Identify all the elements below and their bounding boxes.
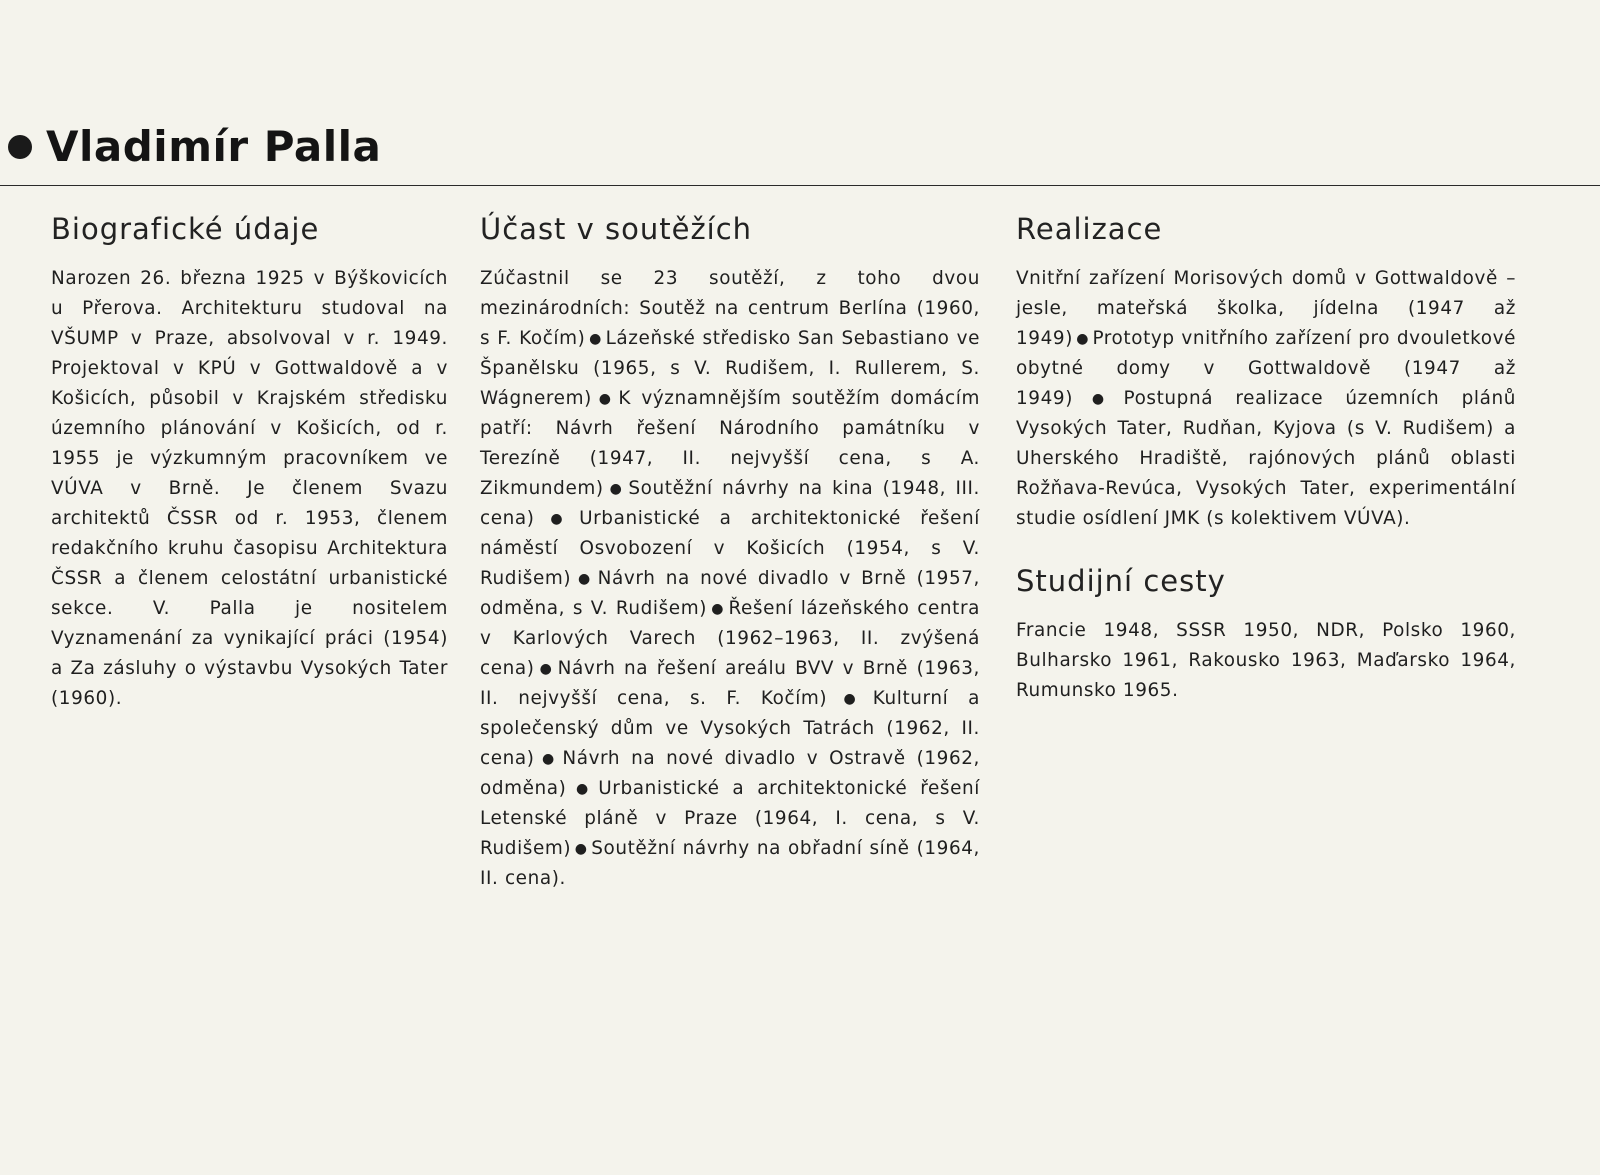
item-1: Lázeňské středisko San Sebastiano ve Španělsku (1965, s V. Rudišem, I. Rullerem, S. Wágnerem) bbox=[480, 328, 980, 409]
section-text bbox=[1016, 264, 1516, 534]
item-10: Urbanistické a architektonické řešení Letenské pláně v Praze (1964, I. cena, s V. Rudišem) bbox=[480, 778, 980, 859]
column-competitions bbox=[480, 212, 980, 894]
bullet-icon: ● bbox=[606, 481, 626, 497]
page-title: Vladimír Palla bbox=[46, 122, 382, 171]
section-text: Narozen 26. března 1925 v Býškovicích u Přerova. Architekturu studoval na VŠUMP v Praze, absolvoval v r. 1949. Projektoval v KPÚ v Gottwaldově a v Košicích, působil v Krajském středisku územního plánování v Košicích, od r. 1955 je výzkumným pracovníkem ve VÚVA v Brně. Je členem Svazu architektů ČSSR od r. 1953, členem redakčního kruhu časopisu Architektura ČSSR a členem celostátní urbanistické sekce. V. Palla je nositelem Vyznamenání za vynikající práci (1954) a Za zásluhy o výstavbu Vysokých Tater (1960). bbox=[51, 268, 448, 709]
section-text bbox=[480, 264, 980, 894]
item-9: Návrh na nové divadlo v Ostravě (1962, odměna) bbox=[480, 748, 980, 799]
section-heading: Studijní cesty bbox=[1016, 564, 1226, 598]
bullet-icon: ● bbox=[569, 781, 596, 797]
bullet-icon bbox=[8, 135, 32, 159]
intro-text: Zúčastnil se 23 soutěží, z toho dvou mezinárodních: bbox=[480, 268, 980, 319]
bullet-icon: ● bbox=[537, 511, 577, 527]
bullet-icon: ● bbox=[594, 391, 616, 407]
bullet-icon: ● bbox=[830, 691, 870, 707]
bullet-icon: ● bbox=[537, 751, 560, 767]
item-3: Soutěžní návrhy na kina (1948, III. cena) bbox=[480, 478, 980, 529]
section-heading: Realizace bbox=[1016, 212, 1163, 246]
item-2: Postupná realizace územních plánů Vysokých Tater, Rudňan, Kyjova (s V. Rudišem) a Uherského Hradiště, rajónových plánů oblasti Rožňava-Revúca, Vysokých Tater, experimentální studie osídlení JMK (s kolektivem VÚVA). bbox=[1016, 388, 1516, 529]
item-6: Řešení lázeňského centra v Karlových Varech (1962–1963, II. zvýšená cena) bbox=[480, 598, 980, 679]
item-2: K významnějším soutěžím domácím patří: Návrh řešení Národního památníku v Terezíně (1947, II. nejvyšší cena, s A. Zikmundem) bbox=[480, 388, 980, 499]
item-11: Soutěžní návrhy na obřadní síně (1964, II. cena). bbox=[480, 838, 980, 889]
item-0: Vnitřní zařízení Morisových domů v Gottwaldově – jesle, mateřská školka, jídelna (1947 až 1949) bbox=[1016, 268, 1516, 349]
section-heading: Účast v soutěžích bbox=[480, 212, 753, 246]
bullet-icon: ● bbox=[537, 661, 555, 677]
bullet-icon: ● bbox=[1075, 391, 1121, 407]
section-text: Francie 1948, SSSR 1950, NDR, Polsko 1960, Bulharsko 1961, Rakousko 1963, Maďarsko 1964, Rumunsko 1965. bbox=[1016, 620, 1516, 701]
section-heading: Biografické údaje bbox=[51, 212, 320, 246]
item-1: Prototyp vnitřního zařízení pro dvouletkové obytné domy v Gottwaldově (1947 až 1949) bbox=[1016, 328, 1516, 409]
item-0: Soutěž na centrum Berlína (1960, s F. Kočím) bbox=[480, 298, 980, 349]
bullet-icon: ● bbox=[574, 841, 589, 857]
bullet-icon: ● bbox=[710, 601, 726, 617]
title-row bbox=[8, 122, 381, 171]
bullet-icon: ● bbox=[1075, 331, 1090, 347]
bullet-icon: ● bbox=[574, 571, 595, 587]
column-biography bbox=[51, 212, 448, 714]
column-realizations bbox=[1016, 212, 1516, 706]
item-7: Návrh na řešení areálu BVV v Brně (1963, II. nejvyšší cena, s. F. Kočím) bbox=[480, 658, 980, 709]
item-8: Kulturní a společenský dům ve Vysokých Tatrách (1962, II. cena) bbox=[480, 688, 980, 769]
item-5: Návrh na nové divadlo v Brně (1957, odměna, s V. Rudišem) bbox=[480, 568, 980, 619]
bullet-icon: ● bbox=[588, 331, 603, 347]
divider bbox=[0, 185, 1600, 186]
item-4: Urbanistické a architektonické řešení náměstí Osvobození v Košicích (1954, s V. Rudišem) bbox=[480, 508, 980, 589]
